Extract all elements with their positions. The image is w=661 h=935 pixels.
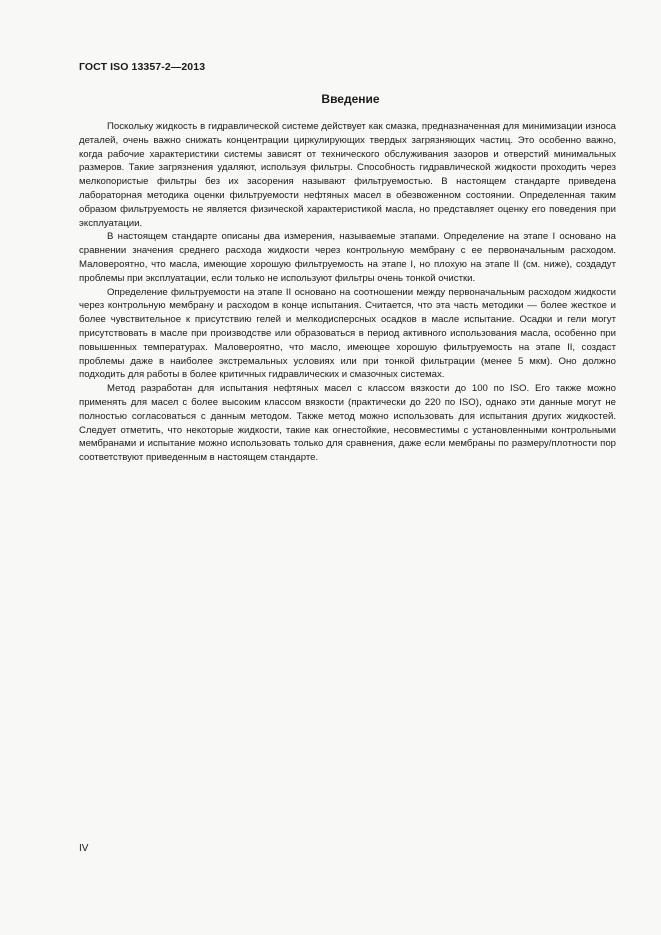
document-header: ГОСТ ISO 13357-2—2013 xyxy=(79,61,206,73)
section-title: Введение xyxy=(321,92,380,106)
paragraph-1: Поскольку жидкость в гидравлической системе действует как смазка, предназначенная для минимизации износа деталей, очень важно снижать концентрации циркулирующих твердых загрязняющих частиц. Это особенно важно, когда рабочие характеристики системы зависят от технического обслуживания зазоров и отверстий минимальных размеров. Такие загрязнения удаляют, используя фильтры. Способность гидравлической жидкости проходить через мелкопористые фильтры без их засорения называют фильтруемостью. В настоящем стандарте приведена лабораторная методика оценки фильтруемости нефтяных масел в обезвоженном состоянии. Определенная таким образом фильтруемость не является физической характеристикой масла, но представляет оценку его поведения при эксплуатации. xyxy=(79,121,616,229)
paragraph-3: Определение фильтруемости на этапе II основано на соотношении между первоначальным расходом жидкости через контрольную мембрану и расходом в конце испытания. Считается, что эта часть методики — более жесткое и более чувствительное к присутствию гелей и мелкодисперсных осадков в масле испытание. Осадки и гели могут присутствовать в масле при производстве или образоваться в период активного использования масла, особенно при повышенных температурах. Маловероятно, что масло, имеющее хорошую фильтруемость на этапе II, создаст проблемы даже в наиболее экстремальных условиях или при тонкой фильтрации (менее 5 мкм). Оно должно подходить для работы в более критичных гидравлических и смазочных системах. xyxy=(79,286,616,381)
page-number: IV xyxy=(79,843,89,854)
paragraph-2: В настоящем стандарте описаны два измерения, называемые этапами. Определение на этапе I основано на сравнении значения среднего расхода жидкости через контрольную мембрану с ее первоначальным расходом. Маловероятно, что масла, имеющие хорошую фильтруемость на этапе I, но плохую на этапе II (см. ниже), создадут проблемы при эксплуатации, если только не используют фильтры очень тонкой очистки. xyxy=(79,231,616,284)
body-text xyxy=(79,120,616,465)
paragraph-4: Метод разработан для испытания нефтяных масел с классом вязкости до 100 по ISO. Его также можно применять для масел с более высоким классом вязкости (практически до 220 по ISO), однако эти данные могут не полностью согласоваться с данным методом. Также метод можно использовать для испытания других жидкостей. Следует отметить, что некоторые жидкости, такие как огнестойкие, несовместимы с установленными контрольными мембранами и испытание можно использовать только для сравнения, даже если мембраны по размеру/плотности пор соответствуют приведенным в настоящем стандарте. xyxy=(79,383,616,464)
